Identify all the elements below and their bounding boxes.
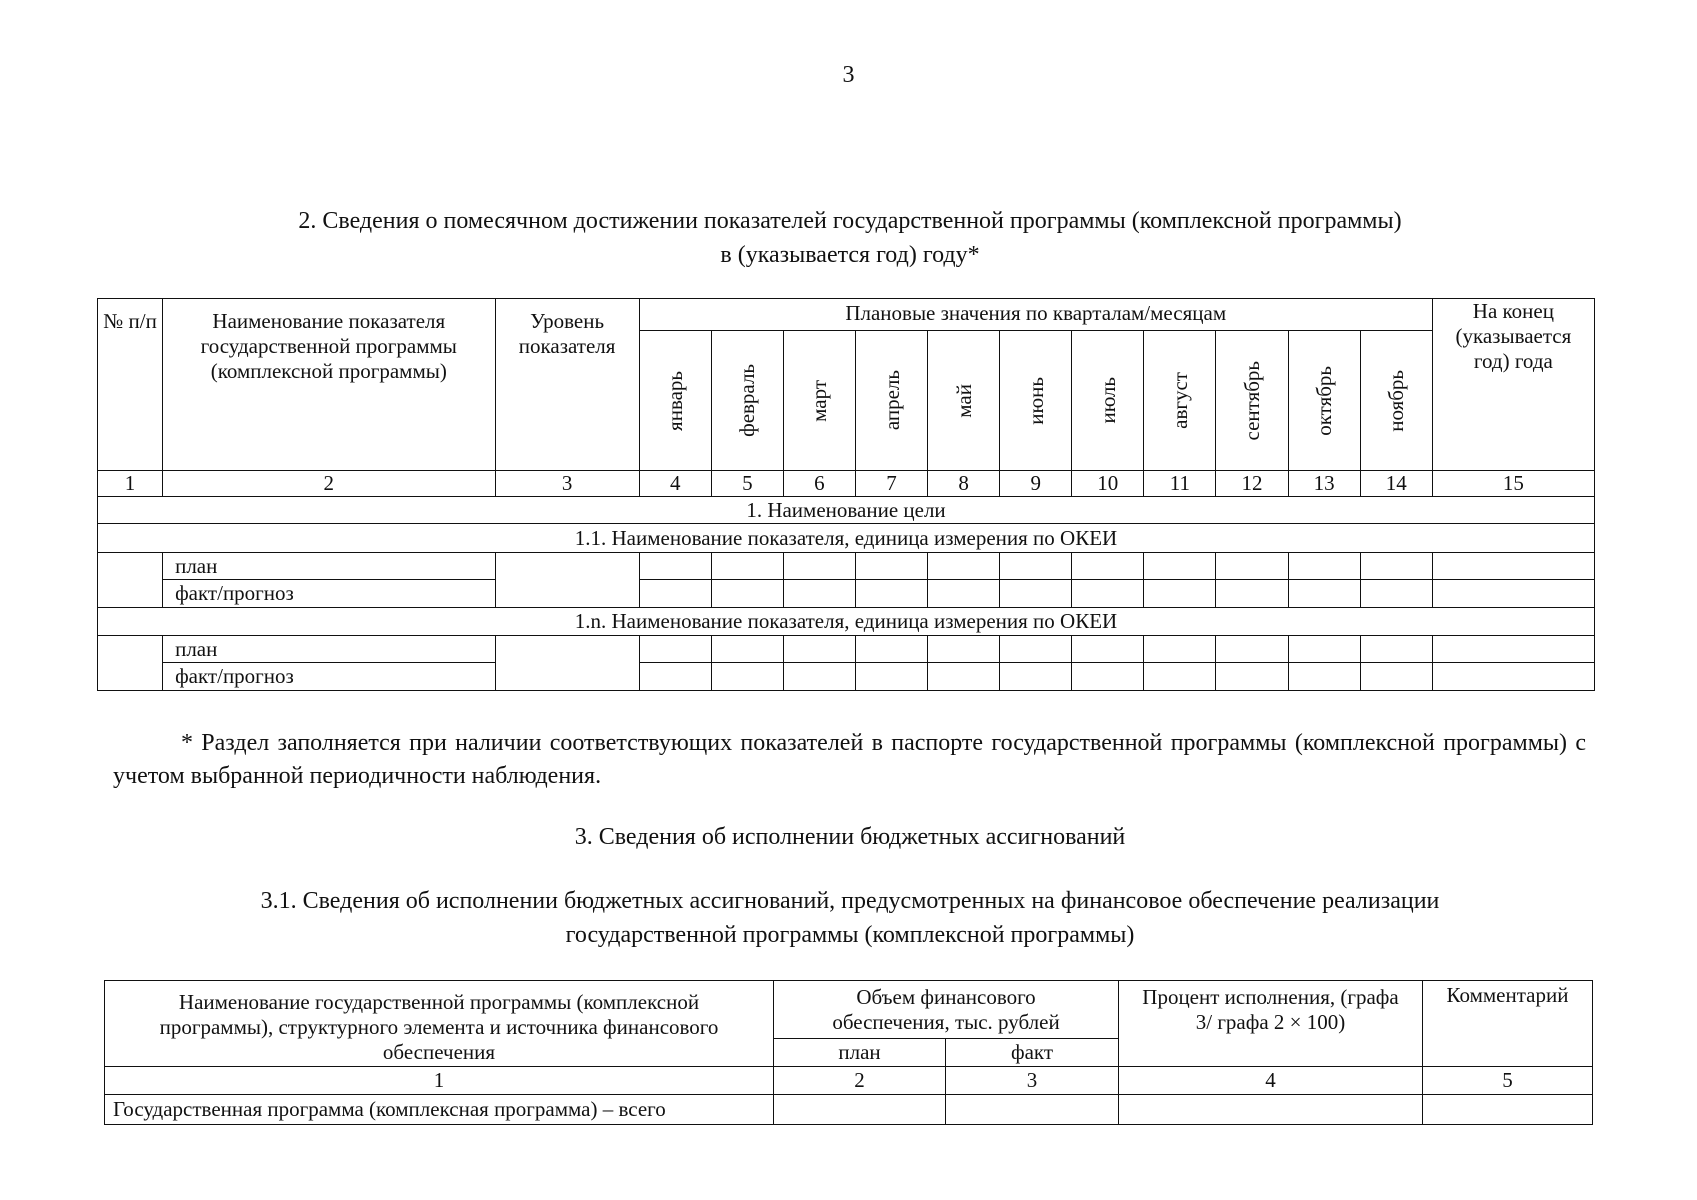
column-number: 13 (1288, 471, 1360, 497)
column-number: 1 (98, 471, 163, 497)
page-number: 3 (842, 62, 855, 88)
value-cell (1216, 580, 1288, 608)
month-label: июль (1095, 377, 1120, 424)
month-label: июнь (1023, 376, 1048, 425)
indicator-level-cell (495, 636, 639, 691)
value-cell (855, 553, 927, 580)
month-label: сентябрь (1239, 360, 1264, 441)
indicator-1-1-title: 1.1. Наименование показателя, единица измерения по ОКЕИ (98, 524, 1595, 553)
program-total-row (105, 1095, 1593, 1125)
column-number: 5 (711, 471, 783, 497)
monthly-indicators-table (97, 298, 1595, 691)
header-num: № п/п (98, 299, 163, 471)
value-cell (1288, 580, 1360, 608)
value-cell (855, 580, 927, 608)
indicator-1-n-fact-row (98, 663, 1595, 691)
column-number: 5 (1423, 1067, 1593, 1095)
indicator-1-1-plan-row (98, 553, 1595, 580)
value-cell (1072, 636, 1144, 663)
section-2-title-line-1: 2. Сведения о помесячном достижении показателей государственной программы (комплексной программы) (298, 208, 1402, 234)
month-label: март (807, 379, 832, 422)
column-number: 7 (855, 471, 927, 497)
value-cell (711, 663, 783, 691)
month-header (928, 331, 1000, 471)
column-number: 4 (639, 471, 711, 497)
column-number-row (105, 1067, 1593, 1095)
month-label: апрель (879, 370, 904, 431)
month-header (855, 331, 927, 471)
section-3-1-title-line-2: государственной программы (комплексной программы) (565, 922, 1135, 948)
indicator-num-cell (98, 636, 163, 691)
value-cell (1432, 663, 1594, 691)
column-number-row (98, 471, 1595, 497)
section-2-title (140, 204, 1560, 272)
column-number: 1 (105, 1067, 774, 1095)
value-cell (1072, 663, 1144, 691)
month-label: ноябрь (1384, 369, 1409, 432)
month-label: февраль (735, 364, 760, 437)
budget-execution-table (104, 980, 1593, 1125)
column-number: 2 (774, 1067, 946, 1095)
month-header (1144, 331, 1216, 471)
value-cell (1144, 553, 1216, 580)
header-comment: Комментарий (1423, 981, 1593, 1067)
value-cell (783, 636, 855, 663)
fact-label: факт/прогноз (163, 580, 495, 608)
month-label: октябрь (1312, 365, 1337, 436)
value-cell (1216, 663, 1288, 691)
footnote: * Раздел заполняется при наличии соответствующих показателей в паспорте государственной программы (комплексной программы) с учетом выбранной периодичности наблюдения. (113, 730, 1586, 789)
value-cell (1432, 636, 1594, 663)
header-planned-values: Плановые значения по кварталам/месяцам (639, 299, 1432, 331)
value-cell (1144, 636, 1216, 663)
header-indicator-name: Наименование показателя государственной программы (комплексной программы) (163, 299, 495, 471)
value-cell (783, 580, 855, 608)
month-header (1288, 331, 1360, 471)
value-cell (928, 663, 1000, 691)
indicator-1-n-title: 1.n. Наименование показателя, единица измерения по ОКЕИ (98, 608, 1595, 636)
fact-label: факт/прогноз (163, 663, 495, 691)
value-cell (1432, 580, 1594, 608)
column-number: 10 (1072, 471, 1144, 497)
value-cell (711, 553, 783, 580)
value-cell (1000, 663, 1072, 691)
column-number: 12 (1216, 471, 1288, 497)
section-3-title: 3. Сведения об исполнении бюджетных ассигнований (574, 824, 1126, 850)
column-number: 3 (946, 1067, 1119, 1095)
section-3-1-title (140, 884, 1560, 952)
value-cell (1360, 636, 1432, 663)
header-funding-volume: Объем финансового обеспечения, тыс. рублей (774, 981, 1119, 1039)
month-label: май (951, 383, 976, 418)
value-cell (1216, 636, 1288, 663)
header-program-name: Наименование государственной программы (комплексной программы), структурного элемента и источника финансового обеспечения (105, 981, 774, 1067)
value-cell (1000, 553, 1072, 580)
value-cell (1144, 663, 1216, 691)
value-cell (928, 636, 1000, 663)
program-total-label: Государственная программа (комплексная программа) – всего (105, 1095, 774, 1125)
column-number: 8 (928, 471, 1000, 497)
value-cell (855, 663, 927, 691)
value-cell (711, 580, 783, 608)
value-cell (639, 636, 711, 663)
section-2-title-line-2: в (указывается год) году* (720, 242, 980, 268)
column-number: 2 (163, 471, 495, 497)
value-cell (1360, 580, 1432, 608)
value-cell (928, 580, 1000, 608)
value-cell (1360, 663, 1432, 691)
column-number: 4 (1119, 1067, 1423, 1095)
column-number: 15 (1432, 471, 1594, 497)
value-cell (1072, 553, 1144, 580)
column-number: 6 (783, 471, 855, 497)
value-cell (855, 636, 927, 663)
indicator-level-cell (495, 553, 639, 608)
month-header (783, 331, 855, 471)
month-header (1216, 331, 1288, 471)
plan-label: план (163, 553, 495, 580)
value-cell (1119, 1095, 1423, 1125)
value-cell (1423, 1095, 1593, 1125)
month-header (1360, 331, 1432, 471)
value-cell (1216, 553, 1288, 580)
value-cell (774, 1095, 946, 1125)
indicator-num-cell (98, 553, 163, 608)
value-cell (1288, 663, 1360, 691)
value-cell (1288, 636, 1360, 663)
column-number: 14 (1360, 471, 1432, 497)
value-cell (783, 553, 855, 580)
value-cell (639, 663, 711, 691)
header-year-end: На конец (указывается год) года (1432, 299, 1594, 471)
month-header (639, 331, 711, 471)
month-header (1000, 331, 1072, 471)
header-execution-percent: Процент исполнения, (графа 3/ графа 2 × 100) (1119, 981, 1423, 1067)
section-3-1-title-line-1: 3.1. Сведения об исполнении бюджетных ассигнований, предусмотренных на финансовое обеспечение реализации (260, 888, 1440, 914)
value-cell (639, 553, 711, 580)
value-cell (928, 553, 1000, 580)
goal-row: 1. Наименование цели (98, 497, 1595, 524)
value-cell (1360, 553, 1432, 580)
value-cell (1432, 553, 1594, 580)
value-cell (1288, 553, 1360, 580)
value-cell (1144, 580, 1216, 608)
column-number: 11 (1144, 471, 1216, 497)
value-cell (1000, 580, 1072, 608)
indicator-1-n-plan-row (98, 636, 1595, 663)
value-cell (639, 580, 711, 608)
column-number: 9 (1000, 471, 1072, 497)
header-plan: план (774, 1039, 946, 1067)
indicator-1-1-fact-row (98, 580, 1595, 608)
month-header (1072, 331, 1144, 471)
month-label: январь (663, 370, 688, 431)
header-fact: факт (946, 1039, 1119, 1067)
header-indicator-level: Уровень показателя (495, 299, 639, 471)
value-cell (711, 636, 783, 663)
value-cell (1000, 636, 1072, 663)
value-cell (783, 663, 855, 691)
value-cell (1072, 580, 1144, 608)
month-label: август (1167, 372, 1192, 429)
month-header (711, 331, 783, 471)
column-number: 3 (495, 471, 639, 497)
value-cell (946, 1095, 1119, 1125)
plan-label: план (163, 636, 495, 663)
